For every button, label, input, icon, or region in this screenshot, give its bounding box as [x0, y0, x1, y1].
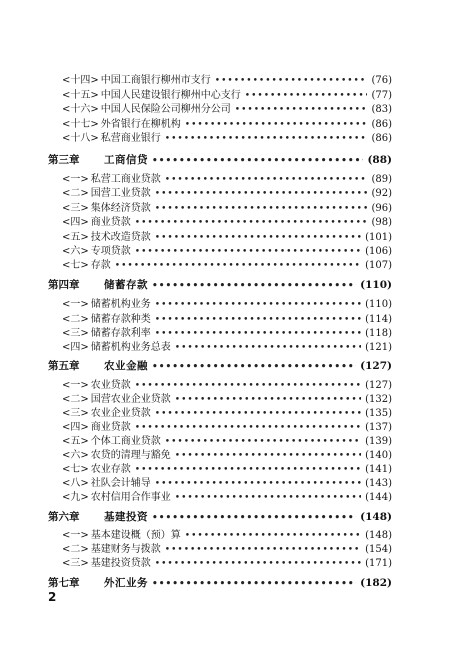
entry-number: <六> [62, 450, 89, 461]
dot-leader [152, 511, 356, 525]
toc-entry [62, 393, 392, 407]
entry-number: <十六> [62, 104, 99, 115]
entry-title: 商业贷款 [90, 422, 131, 433]
entry-title: 储蓄存款利率 [90, 328, 151, 339]
entry-number: <六> [62, 246, 89, 257]
entry-title: 外省银行在柳机构 [100, 119, 181, 130]
chapter-page: (148) [360, 511, 392, 523]
entry-number: <三> [62, 328, 89, 339]
chapter-page: (182) [360, 577, 392, 589]
entry-number: <十四> [62, 75, 99, 86]
toc-entry [62, 118, 392, 132]
entry-page: (89) [371, 174, 392, 185]
entry-number: <九> [62, 492, 89, 503]
dot-leader [135, 421, 361, 435]
entry-page: (98) [371, 217, 392, 228]
entry-page: (96) [371, 203, 392, 214]
dot-leader [152, 577, 356, 591]
toc-entry [62, 435, 392, 449]
entry-page: (86) [371, 133, 392, 144]
entry-number: <二> [62, 314, 89, 325]
entry-page: (171) [365, 558, 392, 569]
toc-entry [62, 187, 392, 201]
entry-page: (101) [365, 232, 392, 243]
chapter-heading [48, 359, 392, 374]
entry-title: 专项贷款 [90, 246, 131, 257]
entry-title: 储蓄机构业务 [90, 299, 151, 310]
dot-leader [175, 341, 361, 355]
dot-leader [135, 216, 368, 230]
toc-entry [62, 103, 392, 117]
entry-number: <四> [62, 217, 89, 228]
chapter-number: 第六章 [48, 511, 80, 523]
entry-page: (77) [371, 90, 392, 101]
toc-entry [62, 379, 392, 393]
entry-title: 中国人民保险公司柳州分公司 [100, 104, 231, 115]
chapter-heading [48, 510, 392, 525]
entry-number: <五> [62, 232, 89, 243]
dot-leader [115, 259, 361, 273]
entry-number: <一> [62, 299, 89, 310]
entry-page: (139) [365, 436, 392, 447]
entry-title: 农村信用合作事业 [90, 492, 171, 503]
dot-leader [215, 74, 368, 88]
dot-leader [165, 543, 361, 557]
toc-entry [62, 407, 392, 421]
toc-entry [62, 132, 392, 146]
entry-title: 私营商业银行 [100, 133, 161, 144]
entry-page: (106) [365, 246, 392, 257]
dot-leader [155, 407, 361, 421]
entry-number: <二> [62, 544, 89, 555]
toc-entry [62, 491, 392, 505]
entry-page: (154) [365, 544, 392, 555]
dot-leader [152, 279, 356, 293]
entry-number: <十八> [62, 133, 99, 144]
entry-number: <七> [62, 260, 89, 271]
entry-page: (92) [371, 188, 392, 199]
chapter-title: 工商信贷 [104, 154, 148, 166]
chapter-page: (88) [367, 154, 392, 166]
entry-page: (141) [365, 464, 392, 475]
dot-leader [155, 327, 361, 341]
chapter-number: 第七章 [48, 577, 80, 589]
entry-page: (118) [365, 328, 392, 339]
entry-page: (121) [365, 342, 392, 353]
chapter-title: 储蓄存款 [104, 279, 148, 291]
toc-entry [62, 89, 392, 103]
entry-title: 农业贷款 [90, 380, 131, 391]
entry-title: 农贷的清理与豁免 [90, 450, 171, 461]
entry-title: 技术改造贷款 [90, 232, 151, 243]
dot-leader [135, 245, 361, 259]
dot-leader [155, 231, 361, 245]
entry-page: (110) [365, 299, 392, 310]
chapter-heading [48, 278, 392, 293]
toc-entry [62, 327, 392, 341]
chapter-number: 第四章 [48, 279, 80, 291]
dot-leader [152, 360, 356, 374]
entry-page: (86) [371, 119, 392, 130]
dot-leader [152, 154, 363, 168]
dot-leader [155, 557, 361, 571]
chapter-page: (127) [360, 360, 392, 372]
page-number: 2 [48, 590, 57, 604]
dot-leader [155, 313, 361, 327]
dot-leader [175, 393, 361, 407]
entry-page: (143) [365, 478, 392, 489]
entry-number: <三> [62, 203, 89, 214]
toc-entry [62, 202, 392, 216]
entry-number: <四> [62, 422, 89, 433]
dot-leader [155, 298, 361, 312]
entry-number: <一> [62, 530, 89, 541]
chapter-title: 基建投资 [104, 511, 148, 523]
chapter-number: 第三章 [48, 154, 80, 166]
entry-title: 私营工商业贷款 [90, 174, 161, 185]
dot-leader [185, 529, 361, 543]
entry-number: <七> [62, 464, 89, 475]
entry-page: (114) [365, 314, 392, 325]
chapter-title: 外汇业务 [104, 577, 148, 589]
dot-leader [185, 118, 368, 132]
entry-page: (132) [365, 394, 392, 405]
entry-title: 基本建设概（预）算 [90, 530, 181, 541]
entry-page: (76) [371, 75, 392, 86]
entry-page: (127) [365, 380, 392, 391]
chapter-number: 第五章 [48, 360, 80, 372]
entry-title: 基建财务与拨款 [90, 544, 161, 555]
entry-page: (148) [365, 530, 392, 541]
toc-entry [62, 543, 392, 557]
toc-entry [62, 298, 392, 312]
entry-number: <三> [62, 408, 89, 419]
entry-title: 国营农业企业贷款 [90, 394, 171, 405]
entry-page: (135) [365, 408, 392, 419]
entry-page: (83) [371, 104, 392, 115]
toc-entry [62, 449, 392, 463]
chapter-heading [48, 576, 392, 591]
entry-number: <一> [62, 380, 89, 391]
toc-entry [62, 529, 392, 543]
entry-title: 商业贷款 [90, 217, 131, 228]
toc-entry [62, 341, 392, 355]
dot-leader [135, 463, 361, 477]
entry-title: 储蓄存款种类 [90, 314, 151, 325]
toc-entry [62, 259, 392, 273]
chapter-title: 农业金融 [104, 360, 148, 372]
entry-number: <十五> [62, 90, 99, 101]
toc-entry [62, 173, 392, 187]
entry-title: 集体经济贷款 [90, 203, 151, 214]
entry-title: 农业企业贷款 [90, 408, 151, 419]
entry-page: (107) [365, 260, 392, 271]
entry-title: 个体工商业贷款 [90, 436, 161, 447]
dot-leader [155, 187, 368, 201]
dot-leader [175, 449, 361, 463]
toc-entry [62, 463, 392, 477]
dot-leader [165, 132, 368, 146]
toc-entry [62, 313, 392, 327]
entry-title: 基建投资贷款 [90, 558, 151, 569]
dot-leader [165, 173, 368, 187]
entry-page: (140) [365, 450, 392, 461]
entry-title: 存款 [90, 260, 111, 271]
dot-leader [135, 379, 361, 393]
dot-leader [175, 491, 361, 505]
entry-number: <一> [62, 174, 89, 185]
entry-number: <八> [62, 478, 89, 489]
entry-title: 社队会计辅导 [90, 478, 151, 489]
entry-page: (144) [365, 492, 392, 503]
toc-entry [62, 421, 392, 435]
toc-entry [62, 216, 392, 230]
dot-leader [155, 202, 368, 216]
entry-title: 储蓄机构业务总表 [90, 342, 171, 353]
entry-number: <二> [62, 188, 89, 199]
entry-number: <十七> [62, 119, 99, 130]
toc-entry [62, 245, 392, 259]
dot-leader [155, 477, 361, 491]
entry-number: <三> [62, 558, 89, 569]
dot-leader [235, 103, 368, 117]
chapter-page: (110) [360, 279, 392, 291]
entry-title: 中国工商银行柳州市支行 [100, 75, 211, 86]
toc-entry [62, 477, 392, 491]
toc-entry [62, 74, 392, 88]
entry-title: 中国人民建设银行柳州中心支行 [100, 90, 241, 101]
entry-number: <二> [62, 394, 89, 405]
entry-title: 农业存款 [90, 464, 131, 475]
chapter-heading [48, 153, 392, 168]
entry-number: <四> [62, 342, 89, 353]
dot-leader [165, 435, 361, 449]
dot-leader [245, 89, 368, 103]
toc-entry [62, 231, 392, 245]
toc-entry [62, 557, 392, 571]
entry-page: (137) [365, 422, 392, 433]
entry-number: <五> [62, 436, 89, 447]
entry-title: 国营工业贷款 [90, 188, 151, 199]
